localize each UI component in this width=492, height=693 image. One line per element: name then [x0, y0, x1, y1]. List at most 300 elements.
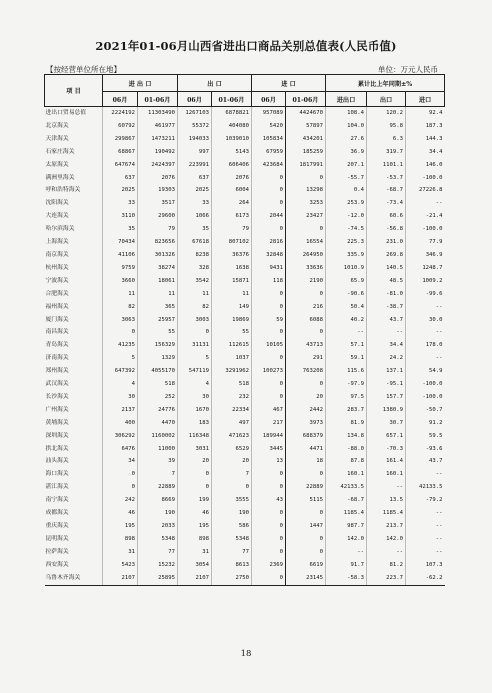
- value-cell: 38274: [138, 262, 178, 275]
- value-cell: -68.7: [367, 184, 406, 197]
- value-cell: --: [326, 546, 367, 559]
- value-cell: 5420: [252, 120, 286, 133]
- value-cell: 6.3: [367, 133, 406, 146]
- value-cell: 4: [178, 378, 212, 391]
- value-cell: 43.7: [367, 314, 406, 327]
- value-cell: 6004: [212, 184, 252, 197]
- value-cell: 3291962: [212, 365, 252, 378]
- customs-name-cell: 长沙海关: [45, 393, 69, 400]
- value-cell: 104.0: [326, 120, 367, 133]
- value-cell: 100273: [252, 365, 286, 378]
- value-cell: 55: [138, 326, 178, 339]
- value-cell: 647674: [103, 159, 138, 172]
- value-cell: 8238: [178, 249, 212, 262]
- customs-name-cell: 满洲里海关: [45, 174, 75, 181]
- value-cell: 264: [212, 197, 252, 210]
- table-row: [45, 326, 445, 339]
- value-cell: 9431: [252, 262, 286, 275]
- value-cell: --: [406, 533, 445, 546]
- table-row: [45, 275, 445, 288]
- value-cell: 0: [252, 507, 286, 520]
- value-cell: 41106: [103, 249, 138, 262]
- value-cell: 898: [103, 533, 138, 546]
- table-row: [45, 197, 445, 210]
- customs-name-cell: 大连海关: [45, 213, 69, 220]
- value-cell: 79: [138, 223, 178, 236]
- value-cell: 15871: [212, 275, 252, 288]
- value-cell: 6088: [286, 314, 326, 327]
- table-row: [45, 236, 445, 249]
- customs-name-cell: 哈尔滨海关: [45, 226, 75, 233]
- value-cell: 5115: [286, 494, 326, 507]
- value-cell: 18061: [138, 275, 178, 288]
- value-cell: 328: [178, 262, 212, 275]
- value-cell: 190: [212, 507, 252, 520]
- value-cell: 55: [212, 326, 252, 339]
- table-row: [45, 443, 445, 456]
- value-cell: 2107: [178, 572, 212, 585]
- value-cell: 15232: [138, 559, 178, 572]
- value-cell: 4471: [286, 443, 326, 456]
- value-cell: 10105: [252, 339, 286, 352]
- value-cell: 0: [286, 533, 326, 546]
- table-row: [45, 468, 445, 481]
- value-cell: 11: [212, 288, 252, 301]
- value-cell: 19303: [138, 184, 178, 197]
- value-cell: -100.0: [406, 391, 445, 404]
- table-row: [45, 339, 445, 352]
- value-cell: 116348: [178, 430, 212, 443]
- value-cell: 67959: [252, 146, 286, 159]
- value-cell: 20: [286, 391, 326, 404]
- value-cell: --: [406, 520, 445, 533]
- value-cell: -95.1: [367, 378, 406, 391]
- value-cell: 67618: [178, 236, 212, 249]
- table-row: [45, 120, 445, 133]
- value-cell: 6529: [212, 443, 252, 456]
- value-cell: 77.9: [406, 236, 445, 249]
- customs-name-cell: 上海海关: [45, 239, 69, 246]
- value-cell: 187.3: [406, 120, 445, 133]
- page-title: 2021年01-06月山西省进出口商品关别总值表(人民币值): [95, 39, 397, 53]
- customs-name-cell: 武汉海关: [45, 381, 69, 388]
- value-cell: 997: [178, 146, 212, 159]
- value-cell: 8669: [138, 494, 178, 507]
- value-cell: 13298: [286, 184, 326, 197]
- value-cell: 0: [252, 288, 286, 301]
- value-cell: 1185.4: [326, 507, 367, 520]
- value-cell: 1329: [138, 352, 178, 365]
- value-cell: 987.7: [326, 520, 367, 533]
- value-cell: 365: [138, 301, 178, 314]
- value-cell: 1248.7: [406, 262, 445, 275]
- customs-name-cell: 青岛海关: [45, 342, 69, 349]
- value-cell: 87.8: [326, 455, 367, 468]
- customs-name-cell: 呼和浩特海关: [45, 187, 81, 194]
- value-cell: 3542: [178, 275, 212, 288]
- value-cell: 36376: [212, 249, 252, 262]
- value-cell: 190: [138, 507, 178, 520]
- customs-name-cell: 南昌海关: [45, 329, 69, 336]
- value-cell: --: [406, 301, 445, 314]
- value-cell: 264950: [286, 249, 326, 262]
- value-cell: 30: [178, 391, 212, 404]
- value-cell: 242: [103, 494, 138, 507]
- value-cell: 105834: [252, 133, 286, 146]
- customs-name-cell: 拱北海关: [45, 445, 69, 452]
- page-number: 18: [240, 649, 252, 659]
- value-cell: 1009.2: [406, 275, 445, 288]
- table-row: [45, 533, 445, 546]
- value-cell: 2750: [212, 572, 252, 585]
- customs-name-cell: 宁波海关: [45, 277, 69, 284]
- table-row: [45, 391, 445, 404]
- customs-name-cell: 太原海关: [45, 161, 69, 168]
- unit-note: 单位：万元人民币: [378, 65, 438, 74]
- value-cell: 33636: [286, 262, 326, 275]
- header-group-import: 进 口: [252, 75, 326, 92]
- value-cell: 2137: [103, 404, 138, 417]
- value-cell: 5423: [103, 559, 138, 572]
- header-subcol: 进出口: [326, 92, 367, 107]
- value-cell: 1037: [212, 352, 252, 365]
- value-cell: 497: [212, 417, 252, 430]
- value-cell: 34.4: [406, 146, 445, 159]
- value-cell: 957089: [252, 107, 286, 120]
- value-cell: -38.7: [367, 301, 406, 314]
- value-cell: 156329: [138, 339, 178, 352]
- value-cell: 35: [178, 223, 212, 236]
- customs-name-cell: 石家庄海关: [45, 148, 75, 155]
- value-cell: -97.9: [326, 378, 367, 391]
- value-cell: 1670: [178, 404, 212, 417]
- value-cell: 1185.4: [367, 507, 406, 520]
- table-row: [45, 133, 445, 146]
- customs-name-cell: 成都海关: [45, 510, 69, 517]
- value-cell: 0: [286, 326, 326, 339]
- customs-name-cell: 深圳海关: [45, 432, 69, 439]
- value-cell: 0: [252, 481, 286, 494]
- value-cell: 33: [103, 197, 138, 210]
- value-cell: 19869: [212, 314, 252, 327]
- value-cell: 42133.5: [326, 481, 367, 494]
- value-cell: 160.1: [326, 468, 367, 481]
- value-cell: 144.3: [406, 133, 445, 146]
- value-cell: --: [367, 326, 406, 339]
- value-cell: 27226.8: [406, 184, 445, 197]
- value-cell: 195: [103, 520, 138, 533]
- value-cell: 0: [286, 288, 326, 301]
- value-cell: 34: [103, 455, 138, 468]
- value-cell: 35: [103, 223, 138, 236]
- value-cell: 8613: [212, 559, 252, 572]
- value-cell: 3003: [178, 314, 212, 327]
- value-cell: 92.4: [406, 107, 445, 120]
- table-row: [45, 223, 445, 236]
- value-cell: 97.5: [326, 391, 367, 404]
- value-cell: 1380.9: [367, 404, 406, 417]
- value-cell: 3555: [212, 494, 252, 507]
- value-cell: 18: [286, 455, 326, 468]
- value-cell: 0: [103, 326, 138, 339]
- value-cell: 547119: [178, 365, 212, 378]
- value-cell: 59: [252, 314, 286, 327]
- value-cell: 423684: [252, 159, 286, 172]
- value-cell: 41235: [103, 339, 138, 352]
- value-cell: 0: [212, 481, 252, 494]
- value-cell: 0: [103, 481, 138, 494]
- customs-value-table: [44, 74, 445, 586]
- value-cell: 3253: [286, 197, 326, 210]
- value-cell: 33: [178, 197, 212, 210]
- value-cell: 0: [252, 352, 286, 365]
- value-cell: 2107: [103, 572, 138, 585]
- table-row: [45, 507, 445, 520]
- table-row: [45, 210, 445, 223]
- value-cell: 1447: [286, 520, 326, 533]
- value-cell: -74.5: [326, 223, 367, 236]
- value-cell: 1267103: [178, 107, 212, 120]
- value-cell: 6476: [103, 443, 138, 456]
- value-cell: 471623: [212, 430, 252, 443]
- value-cell: 157.7: [367, 391, 406, 404]
- value-cell: 232: [212, 391, 252, 404]
- value-cell: -73.4: [367, 197, 406, 210]
- value-cell: 82: [103, 301, 138, 314]
- value-cell: 518: [138, 378, 178, 391]
- value-cell: 0: [286, 468, 326, 481]
- value-cell: 199: [178, 494, 212, 507]
- value-cell: 57897: [286, 120, 326, 133]
- value-cell: 32848: [252, 249, 286, 262]
- header-subcol: 06月: [252, 92, 286, 107]
- table-body: [45, 107, 445, 586]
- value-cell: 0: [252, 223, 286, 236]
- value-cell: 5: [103, 352, 138, 365]
- value-cell: 142.0: [367, 533, 406, 546]
- value-cell: 1010.9: [326, 262, 367, 275]
- basis-note: 【按经营单位所在地】: [46, 65, 121, 74]
- table-row: [45, 184, 445, 197]
- value-cell: 216: [286, 301, 326, 314]
- value-cell: 30.7: [367, 417, 406, 430]
- value-cell: 404080: [212, 120, 252, 133]
- value-cell: 42133.5: [406, 481, 445, 494]
- value-cell: 137.1: [367, 365, 406, 378]
- value-cell: 161.4: [367, 455, 406, 468]
- value-cell: -90.6: [326, 288, 367, 301]
- value-cell: 223991: [178, 159, 212, 172]
- value-cell: -100.0: [406, 172, 445, 185]
- value-cell: 59.1: [326, 352, 367, 365]
- value-cell: 207.1: [326, 159, 367, 172]
- value-cell: 3063: [103, 314, 138, 327]
- header-subcol: 01-06月: [286, 92, 326, 107]
- customs-name-cell: 南京海关: [45, 251, 69, 258]
- value-cell: 807102: [212, 236, 252, 249]
- customs-name-cell: 进出口贸易总值: [45, 110, 87, 116]
- value-cell: 40.2: [326, 314, 367, 327]
- value-cell: 0: [286, 172, 326, 185]
- customs-name-cell: 昆明海关: [45, 535, 69, 542]
- value-cell: -70.3: [367, 443, 406, 456]
- value-cell: 115.6: [326, 365, 367, 378]
- value-cell: 20: [212, 455, 252, 468]
- value-cell: 2025: [178, 184, 212, 197]
- customs-name-cell: 南宁海关: [45, 497, 69, 504]
- value-cell: --: [367, 546, 406, 559]
- value-cell: 11: [178, 288, 212, 301]
- header-group-yoy: 累计比上年同期±%: [326, 75, 445, 92]
- value-cell: 1817991: [286, 159, 326, 172]
- value-cell: 2224192: [103, 107, 138, 120]
- value-cell: 0: [252, 172, 286, 185]
- value-cell: -100.0: [406, 378, 445, 391]
- value-cell: 6878821: [212, 107, 252, 120]
- header-subcol: 01-06月: [138, 92, 178, 107]
- value-cell: 194033: [178, 133, 212, 146]
- value-cell: 0: [252, 533, 286, 546]
- value-cell: 283.7: [326, 404, 367, 417]
- customs-name-cell: 福州海关: [45, 303, 69, 310]
- value-cell: 36.9: [326, 146, 367, 159]
- value-cell: 31: [103, 546, 138, 559]
- value-cell: 461977: [138, 120, 178, 133]
- value-cell: 82: [178, 301, 212, 314]
- value-cell: 1160002: [138, 430, 178, 443]
- value-cell: -99.6: [406, 288, 445, 301]
- customs-name-cell: 北京海关: [45, 122, 69, 129]
- value-cell: 763208: [286, 365, 326, 378]
- customs-name-cell: 湛江海关: [45, 484, 69, 491]
- value-cell: 149: [212, 301, 252, 314]
- customs-name-cell: 广州海关: [45, 406, 69, 413]
- table-row: [45, 314, 445, 327]
- header-subcol: 出口: [367, 92, 406, 107]
- header-subcol: 01-06月: [212, 92, 252, 107]
- value-cell: 606406: [212, 159, 252, 172]
- customs-name-cell: 合肥海关: [45, 290, 69, 297]
- value-cell: 3445: [252, 443, 286, 456]
- value-cell: 59.5: [406, 430, 445, 443]
- value-cell: 306292: [103, 430, 138, 443]
- value-cell: 9759: [103, 262, 138, 275]
- value-cell: 0: [252, 546, 286, 559]
- value-cell: 22334: [212, 404, 252, 417]
- value-cell: 178.0: [406, 339, 445, 352]
- value-cell: 0: [252, 468, 286, 481]
- value-cell: --: [367, 481, 406, 494]
- value-cell: 46: [178, 507, 212, 520]
- table-row: [45, 352, 445, 365]
- value-cell: 142.0: [326, 533, 367, 546]
- value-cell: --: [406, 352, 445, 365]
- value-cell: 30.0: [406, 314, 445, 327]
- value-cell: --: [406, 468, 445, 481]
- value-cell: 11303490: [138, 107, 178, 120]
- table-row: [45, 430, 445, 443]
- value-cell: 2025: [103, 184, 138, 197]
- value-cell: --: [406, 507, 445, 520]
- header-subcol: 06月: [103, 92, 138, 107]
- value-cell: 3054: [178, 559, 212, 572]
- value-cell: 1101.1: [367, 159, 406, 172]
- value-cell: 48.5: [367, 275, 406, 288]
- value-cell: 60792: [103, 120, 138, 133]
- value-cell: 31131: [178, 339, 212, 352]
- table-row: [45, 301, 445, 314]
- value-cell: 0: [103, 468, 138, 481]
- table-row: [45, 572, 445, 585]
- value-cell: 195: [178, 520, 212, 533]
- value-cell: 225.3: [326, 236, 367, 249]
- value-cell: 60.6: [367, 210, 406, 223]
- value-cell: --: [406, 197, 445, 210]
- value-cell: 335.9: [326, 249, 367, 262]
- value-cell: 0: [252, 326, 286, 339]
- value-cell: 24776: [138, 404, 178, 417]
- value-cell: 16554: [286, 236, 326, 249]
- value-cell: 140.5: [367, 262, 406, 275]
- value-cell: 647392: [103, 365, 138, 378]
- value-cell: --: [326, 326, 367, 339]
- value-cell: 898: [178, 533, 212, 546]
- value-cell: --: [406, 546, 445, 559]
- value-cell: 0: [252, 197, 286, 210]
- value-cell: 57.1: [326, 339, 367, 352]
- value-cell: 0: [252, 301, 286, 314]
- value-cell: 81.2: [367, 559, 406, 572]
- header-group-export: 出 口: [178, 75, 252, 92]
- value-cell: 24.2: [367, 352, 406, 365]
- value-cell: 11: [138, 288, 178, 301]
- value-cell: 2816: [252, 236, 286, 249]
- value-cell: 2442: [286, 404, 326, 417]
- value-cell: 6173: [212, 210, 252, 223]
- value-cell: -88.0: [326, 443, 367, 456]
- value-cell: 118: [252, 275, 286, 288]
- value-cell: 637: [178, 172, 212, 185]
- value-cell: 1638: [212, 262, 252, 275]
- value-cell: 0.4: [326, 184, 367, 197]
- table-row: [45, 146, 445, 159]
- value-cell: 54.9: [406, 365, 445, 378]
- customs-name-cell: 济南海关: [45, 355, 69, 362]
- value-cell: 23145: [286, 572, 326, 585]
- table-row: [45, 249, 445, 262]
- value-cell: 0: [252, 391, 286, 404]
- table-row: [45, 159, 445, 172]
- value-cell: 46: [103, 507, 138, 520]
- customs-name-cell: 沈阳海关: [45, 200, 69, 207]
- value-cell: 43713: [286, 339, 326, 352]
- value-cell: 2369: [252, 559, 286, 572]
- value-cell: 0: [252, 520, 286, 533]
- value-cell: 231.0: [367, 236, 406, 249]
- customs-name-cell: 汕头海关: [45, 458, 69, 465]
- value-cell: 0: [286, 223, 326, 236]
- value-cell: 2190: [286, 275, 326, 288]
- value-cell: 6619: [286, 559, 326, 572]
- value-cell: 4424670: [286, 107, 326, 120]
- value-cell: 0: [286, 546, 326, 559]
- value-cell: 34.4: [367, 339, 406, 352]
- header-subcol: 06月: [178, 92, 212, 107]
- value-cell: 3660: [103, 275, 138, 288]
- value-cell: 0: [178, 326, 212, 339]
- value-cell: 25895: [138, 572, 178, 585]
- table-row: [45, 481, 445, 494]
